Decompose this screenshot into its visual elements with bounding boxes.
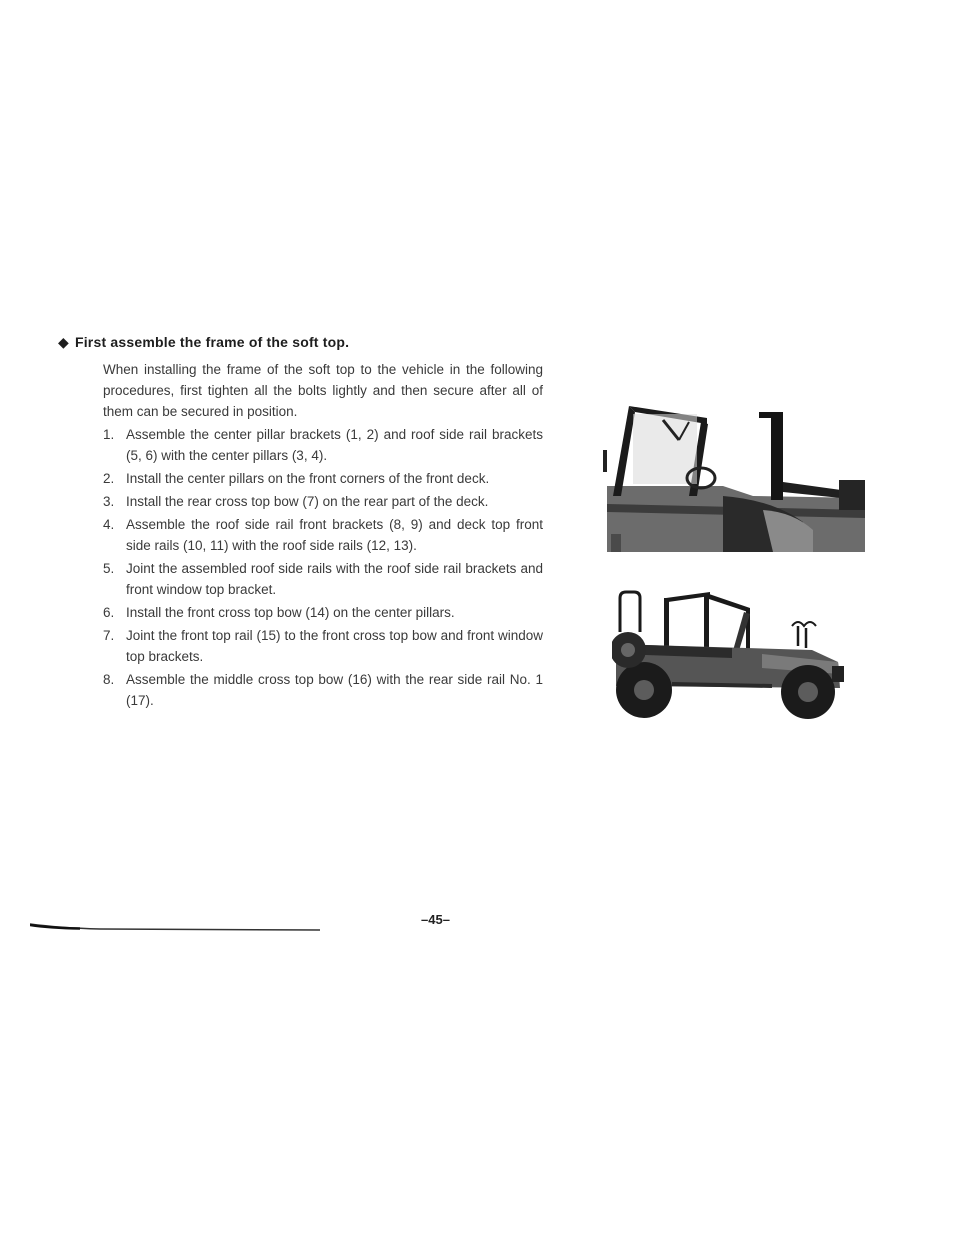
step-item: [103, 558, 543, 600]
step-number: 8.: [103, 672, 115, 687]
step-number: 3.: [103, 494, 115, 509]
step-item: [103, 424, 543, 466]
step-text: Install the front cross top bow (14) on the center pillars.: [126, 605, 455, 620]
vehicle-with-frame-photo: [612, 588, 852, 723]
section-heading: [58, 334, 349, 351]
step-number: 2.: [103, 471, 115, 486]
step-number: 5.: [103, 561, 115, 576]
step-number: 7.: [103, 628, 115, 643]
step-item: [103, 468, 543, 489]
page-number: –45–: [421, 912, 450, 927]
step-text: Assemble the center pillar brackets (1, 2) and roof side rail brackets (5, 6) with the center pillars (3, 4).: [126, 427, 543, 463]
step-number: 4.: [103, 517, 115, 532]
intro-paragraph: When installing the frame of the soft top to the vehicle in the following procedures, first tighten all the bolts lightly and then secure after all of them can be secured in position.: [103, 362, 543, 419]
step-item: [103, 625, 543, 667]
step-item: [103, 602, 543, 623]
step-text: Install the center pillars on the front corners of the front deck.: [126, 471, 490, 486]
soft-top-frame-closeup-photo: [603, 400, 865, 552]
vehicle-with-frame-illustration: [612, 588, 852, 723]
step-text: Joint the assembled roof side rails with the roof side rail brackets and front window top bracket.: [126, 561, 543, 597]
step-item: [103, 514, 543, 556]
step-number: 1.: [103, 427, 115, 442]
step-item: [103, 491, 543, 512]
step-text: Install the rear cross top bow (7) on the rear part of the deck.: [126, 494, 489, 509]
step-text: Assemble the middle cross top bow (16) with the rear side rail No. 1 (17).: [126, 672, 543, 708]
step-text: Assemble the roof side rail front brackets (8, 9) and deck top front side rails (10, 11) with the roof side rails (12, 13).: [126, 517, 543, 553]
step-item: [103, 669, 543, 711]
diamond-bullet-icon: ◆: [58, 334, 69, 350]
soft-top-frame-closeup-illustration: [603, 400, 865, 552]
step-text: Joint the front top rail (15) to the front cross top bow and front window top brackets.: [126, 628, 543, 664]
section-heading-text: First assemble the frame of the soft top.: [74, 334, 350, 350]
step-number: 6.: [103, 605, 115, 620]
instructions-body: [103, 359, 543, 711]
steps-list: [103, 424, 543, 711]
scan-artifact-line: [30, 922, 320, 932]
